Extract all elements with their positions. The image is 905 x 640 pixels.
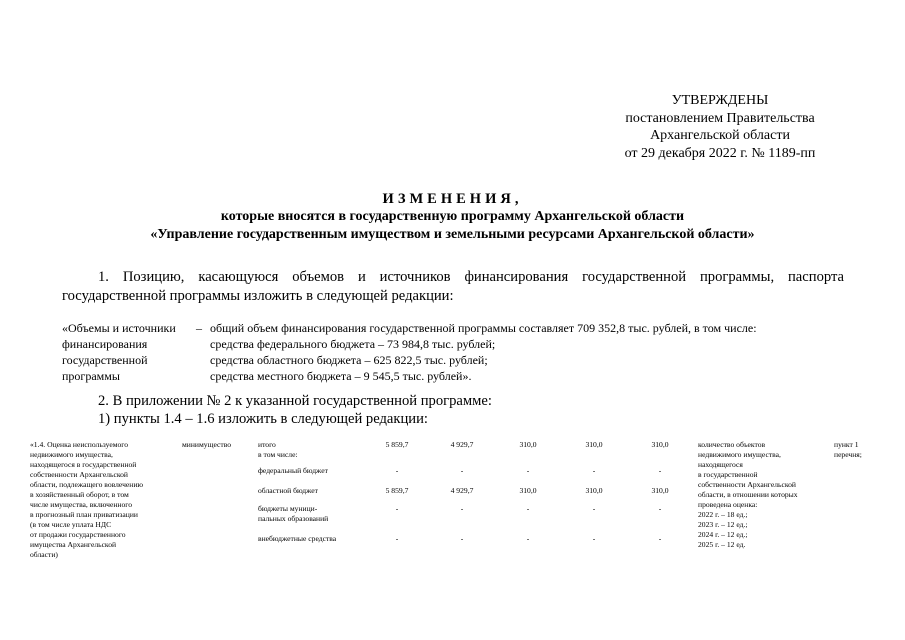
name-line: в хозяйственный оборот, в том [30, 490, 129, 499]
name-line: «1.4. Оценка неиспользуемого [30, 440, 129, 449]
indicator-line: 2022 г. – 18 ед.; [698, 510, 748, 519]
table-source-cell [258, 504, 328, 524]
link-line: пункт 1 [834, 440, 859, 449]
indicator-line: 2023 г. – 12 ед.; [698, 520, 748, 529]
source-line: в том числе: [258, 450, 298, 459]
financing-line: средства местного бюджета – 9 545,5 тыс. рублей». [210, 369, 472, 383]
financing-label-line: «Объемы и источники [62, 321, 176, 335]
name-line: недвижимого имущества, [30, 450, 113, 459]
source-line: внебюджетные средства [258, 534, 337, 543]
financing-label-line: финансирования [62, 337, 148, 351]
title-subtitle: которые вносятся в государственную программу Архангельской области [220, 209, 685, 224]
table-value-cell: - [658, 534, 662, 543]
table-name-cell [30, 440, 143, 560]
name-line: в прогнозный план приватизации [30, 510, 138, 519]
paragraph-1: 1. Позицию, касающуюся объемов и источников финансирования государственной программы, паспорта государственной программы изложить в следующей редакции: [62, 269, 844, 304]
title-main: ИЗМЕНЕНИЯ, [382, 191, 523, 207]
table-value-cell: - [526, 534, 530, 543]
table-value-cell: 4 929,7 [450, 440, 474, 449]
indicator-line: области, в отношении которых [698, 490, 798, 499]
indicator-line: находящегося [698, 460, 743, 469]
table-responsible-cell: минимущество [182, 440, 232, 449]
indicator-line: собственности Архангельской [698, 480, 796, 489]
name-line: числе имущества, включенного [30, 500, 133, 509]
source-line: федеральный бюджет [258, 466, 328, 475]
table-link-cell [834, 440, 862, 460]
financing-text [210, 320, 850, 384]
table-source-cell [258, 534, 336, 544]
table-value-cell: - [592, 466, 596, 475]
table-value-cell: - [658, 466, 662, 475]
table-value-cell: - [460, 534, 464, 543]
table-value-cell: - [460, 466, 464, 475]
financing-label-line: государственной [62, 353, 148, 367]
indicator-line: 2025 г. – 12 ед. [698, 540, 746, 549]
title-program-name: «Управление государственным имуществом и земельными ресурсами Архангельской области» [150, 227, 755, 242]
financing-label-line: программы [62, 369, 120, 383]
table-value-cell: - [592, 534, 596, 543]
approval-date: от 29 декабря 2022 г. № 1189-пп [624, 145, 816, 161]
indicator-line: недвижимого имущества, [698, 450, 781, 459]
indicator-line: проведена оценка: [698, 500, 758, 509]
name-line: собственности Архангельской [30, 470, 128, 479]
financing-line: общий объем финансирования государственной программы составляет 709 352,8 тыс. рублей, в том числе: [210, 321, 757, 335]
indicator-line: количество объектов [698, 440, 766, 449]
financing-line: средства областного бюджета – 625 822,5 тыс. рублей; [210, 353, 488, 367]
table-value-cell: 310,0 [585, 440, 603, 449]
table-source-cell [258, 440, 298, 460]
paragraph-2: 2. В приложении № 2 к указанной государственной программе: [98, 393, 492, 409]
financing-line: средства федерального бюджета – 73 984,8 тыс. рублей; [210, 337, 496, 351]
name-line: от продажи государственного [30, 530, 126, 539]
table-value-cell: - [395, 504, 399, 513]
table-value-cell: - [395, 466, 399, 475]
table-source-cell [258, 466, 328, 476]
approval-stamp [600, 92, 840, 162]
approval-line: постановлением Правительства [625, 110, 815, 126]
table-value-cell: 310,0 [651, 486, 669, 495]
name-line: области) [30, 550, 58, 559]
source-line: областной бюджет [258, 486, 318, 495]
financing-dash: – [196, 321, 202, 335]
table-value-cell: - [395, 534, 399, 543]
name-line: находящегося в государственной [30, 460, 137, 469]
source-line: бюджеты муници- [258, 504, 318, 513]
name-line: (в том числе уплата НДС [30, 520, 112, 529]
financing-label [62, 320, 198, 384]
table-indicator-cell [698, 440, 798, 550]
table-source-cell [258, 486, 318, 496]
source-line: пальных образований [258, 514, 329, 523]
table-value-cell: - [460, 504, 464, 513]
table-value-cell: 310,0 [519, 440, 537, 449]
indicator-line: 2024 г. – 12 ед.; [698, 530, 748, 539]
approval-line: Архангельской области [650, 128, 790, 143]
table-value-cell: 5 859,7 [385, 486, 409, 495]
name-line: области, подлежащего вовлечению [30, 480, 144, 489]
indicator-line: в государственной [698, 470, 758, 479]
table-value-cell: 310,0 [651, 440, 669, 449]
table-value-cell: 310,0 [519, 486, 537, 495]
table-value-cell: 4 929,7 [450, 486, 474, 495]
approval-heading: УТВЕРЖДЕНЫ [671, 93, 769, 108]
table-value-cell: - [526, 504, 530, 513]
table-value-cell: 310,0 [585, 486, 603, 495]
link-line: перечня; [834, 450, 862, 459]
table-value-cell: - [658, 504, 662, 513]
table-value-cell: 5 859,7 [385, 440, 409, 449]
paragraph-3: 1) пункты 1.4 – 1.6 изложить в следующей редакции: [98, 411, 428, 427]
name-line: имущества Архангельской [30, 540, 117, 549]
table-value-cell: - [592, 504, 596, 513]
document-title [0, 190, 905, 244]
source-line: итого [258, 440, 276, 449]
table-value-cell: - [526, 466, 530, 475]
